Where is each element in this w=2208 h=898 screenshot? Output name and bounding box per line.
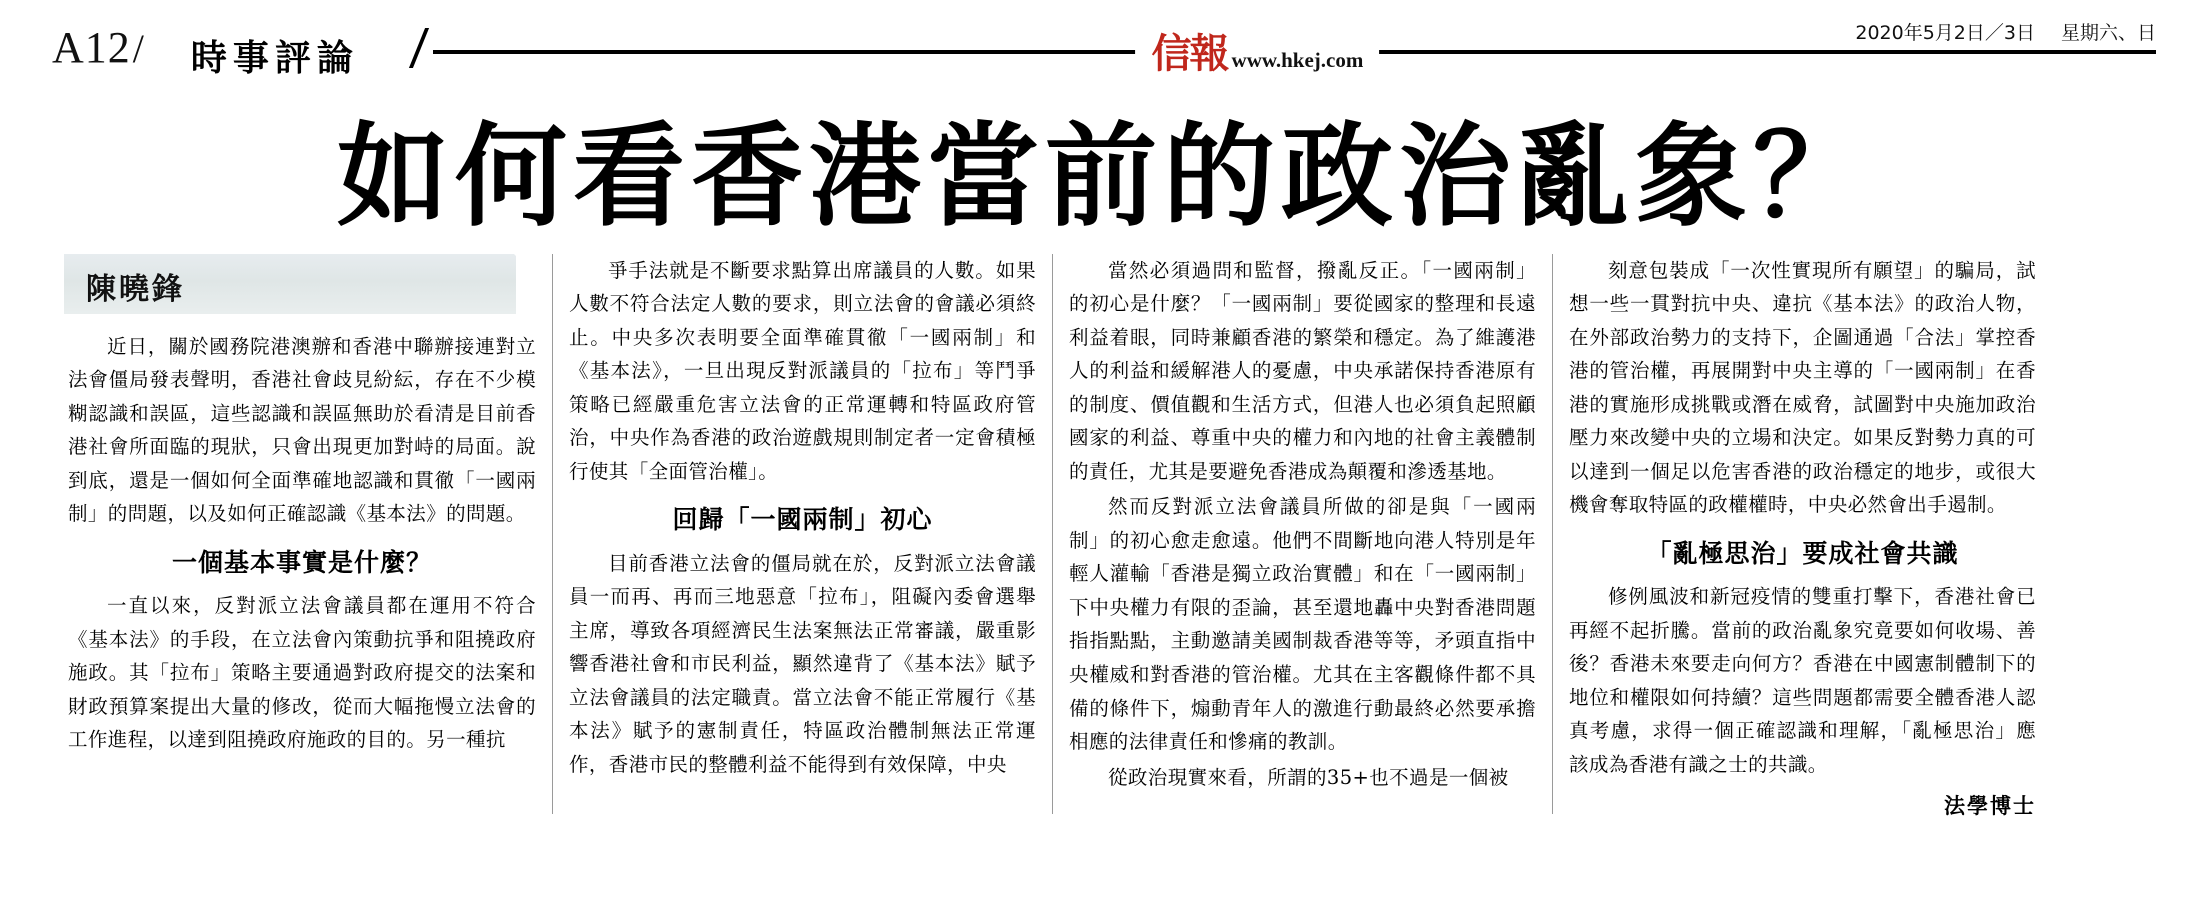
column-3-text: [1069, 254, 1536, 795]
paragraph: 然而反對派立法會議員所做的卻是與「一國兩制」的初心愈走愈遠。他們不間斷地向港人特別是年輕人灌輸「香港是獨立政治實體」和在「一國兩制」下中央權力有限的歪論，甚至還地轟中央對香港問題指指點點，主動邀請美國制裁香港等等，矛頭直指中央權威和對香港的管治權。尤其在主客觀條件都不具備的條件下，煽動青年人的激進行動最終必然要承擔相應的法律責任和慘痛的教訓。: [1069, 495, 1536, 754]
subheading-2: 回歸「一國兩制」初心: [672, 505, 933, 535]
paragraph: 一直以來，反對派立法會議員都在運用不符合《基本法》的手段，在立法會內策動抗爭和阻撓政府施政。其「拉布」策略主要通過對政府提交的法案和財政預算案提出大量的修改，從而大幅拖慢立法會的工作進程，以達到阻撓政府施政的目的。另一種抗: [68, 594, 536, 752]
subheading-1: 一個基本事實是什麼？: [171, 547, 432, 577]
paragraph: 爭手法就是不斷要求點算出席議員的人數。如果人數不符合法定人數的要求，則立法會的會議必須終止。中央多次表明要全面準確貫徹「一國兩制」和《基本法》，一旦出現反對派議員的「拉布」等鬥爭策略已經嚴重危害立法會的正常運轉和特區政府管治，中央作為香港的政治遊戲規則制定者一定會積極行使其「全面管治權」。: [569, 258, 1036, 483]
paragraph: 刻意包裝成「一次性實現所有願望」的騙局，試想一些一貫對抗中央、違抗《基本法》的政治人物，在外部政治勢力的支持下，企圖通過「合法」掌控香港的管治權，再展開對中央主導的「一國兩制」在香港的實施形成挑戰或潛在威脅，試圖對中央施加政治壓力來改變中央的立場和決定。如果反對勢力真的可以達到一個足以危害香港的政治穩定的地步，或很大機會奪取特區的政權權時，中央必然會出手遏制。: [1569, 258, 2036, 517]
page-number-slash: /: [132, 26, 145, 71]
page-number: [52, 0, 145, 70]
author-credential: 法學博士: [1944, 793, 2036, 818]
article-headline: 如何看香港當前的政治亂象？: [337, 111, 1871, 242]
column-2: [552, 254, 1052, 814]
column-1-text: [68, 330, 536, 757]
dateline-weekday: 星期六、日: [2060, 22, 2156, 44]
paragraph: 近日，關於國務院港澳辦和香港中聯辦接連對立法會僵局發表聲明，香港社會歧見紛紜，存在不少模糊認識和誤區，這些認識和誤區無助於看清是目前香港社會所面臨的現狀，只會出現更加對峙的局面。說到底，還是一個如何全面準確地認識和貫徹「一國兩制」的問題，以及如何正確認識《基本法》的問題。: [68, 334, 536, 526]
column-4-text: [1569, 254, 2036, 824]
logo-website-url: www.hkej.com: [1231, 48, 1364, 72]
column-2-text: [569, 254, 1036, 782]
masthead: [52, 0, 2156, 92]
byline-fold-corner-icon: [514, 254, 540, 280]
dateline: [1839, 18, 2156, 45]
column-3: [1052, 254, 1552, 814]
author-name: 陳曉鋒: [86, 271, 185, 307]
rule-slash-mark: [409, 28, 429, 68]
paragraph: 從政治現實來看，所謂的35+也不過是一個被: [1108, 765, 1509, 789]
paragraph: 修例風波和新冠疫情的雙重打擊下，香港社會已再經不起折騰。當前的政治亂象究竟要如何收場、善後？香港未來要走向何方？香港在中國憲制體制下的地位和權限如何持續？這些問題都需要全體香港人認真考慮，求得一個正確認識和理解，「亂極思治」應該成為香港有識之士的共識。: [1569, 585, 2036, 776]
logo-chinese-name: 信報: [1151, 30, 1228, 77]
masthead-rule: [359, 0, 2156, 92]
column-4: [1552, 254, 2052, 818]
publication-logo: [1136, 22, 1380, 79]
article-columns: [52, 254, 2156, 818]
section-title: 時事評論: [190, 38, 359, 79]
paragraph: 目前香港立法會的僵局就在於，反對派立法會議員一而再、再而三地惡意「拉布」，阻礙內委會選舉主席，導致各項經濟民生法案無法正常審議，嚴重影響香港社會和市民利益，顯然違背了《基本法》賦予立法會議員的法定職責。當立法會不能正常履行《基本法》賦予的憲制責任，特區政治體制無法正常運作，香港市民的整體利益不能得到有效保障，中央: [569, 551, 1036, 776]
subheading-3: 「亂極思治」要成社會共識: [1646, 538, 1959, 568]
byline-box: [68, 254, 536, 318]
paragraph: 當然必須過問和監督，撥亂反正。「一國兩制」的初心是什麼？「一國兩制」要從國家的整理和長遠利益着眼，同時兼顧香港的繁榮和穩定。為了維護港人的利益和緩解港人的憂慮，中央承諾保持香港原有的制度、價值觀和生活方式，但港人也必須負起照顧國家的利益、尊重中央的權力和內地的社會主義體制的責任，尤其是要避免香港成為顛覆和滲透基地。: [1069, 258, 1536, 483]
page-number-text: A12: [52, 23, 131, 72]
dateline-date: 2020年5月2日／3日: [1855, 22, 2035, 44]
column-1: [52, 254, 552, 814]
